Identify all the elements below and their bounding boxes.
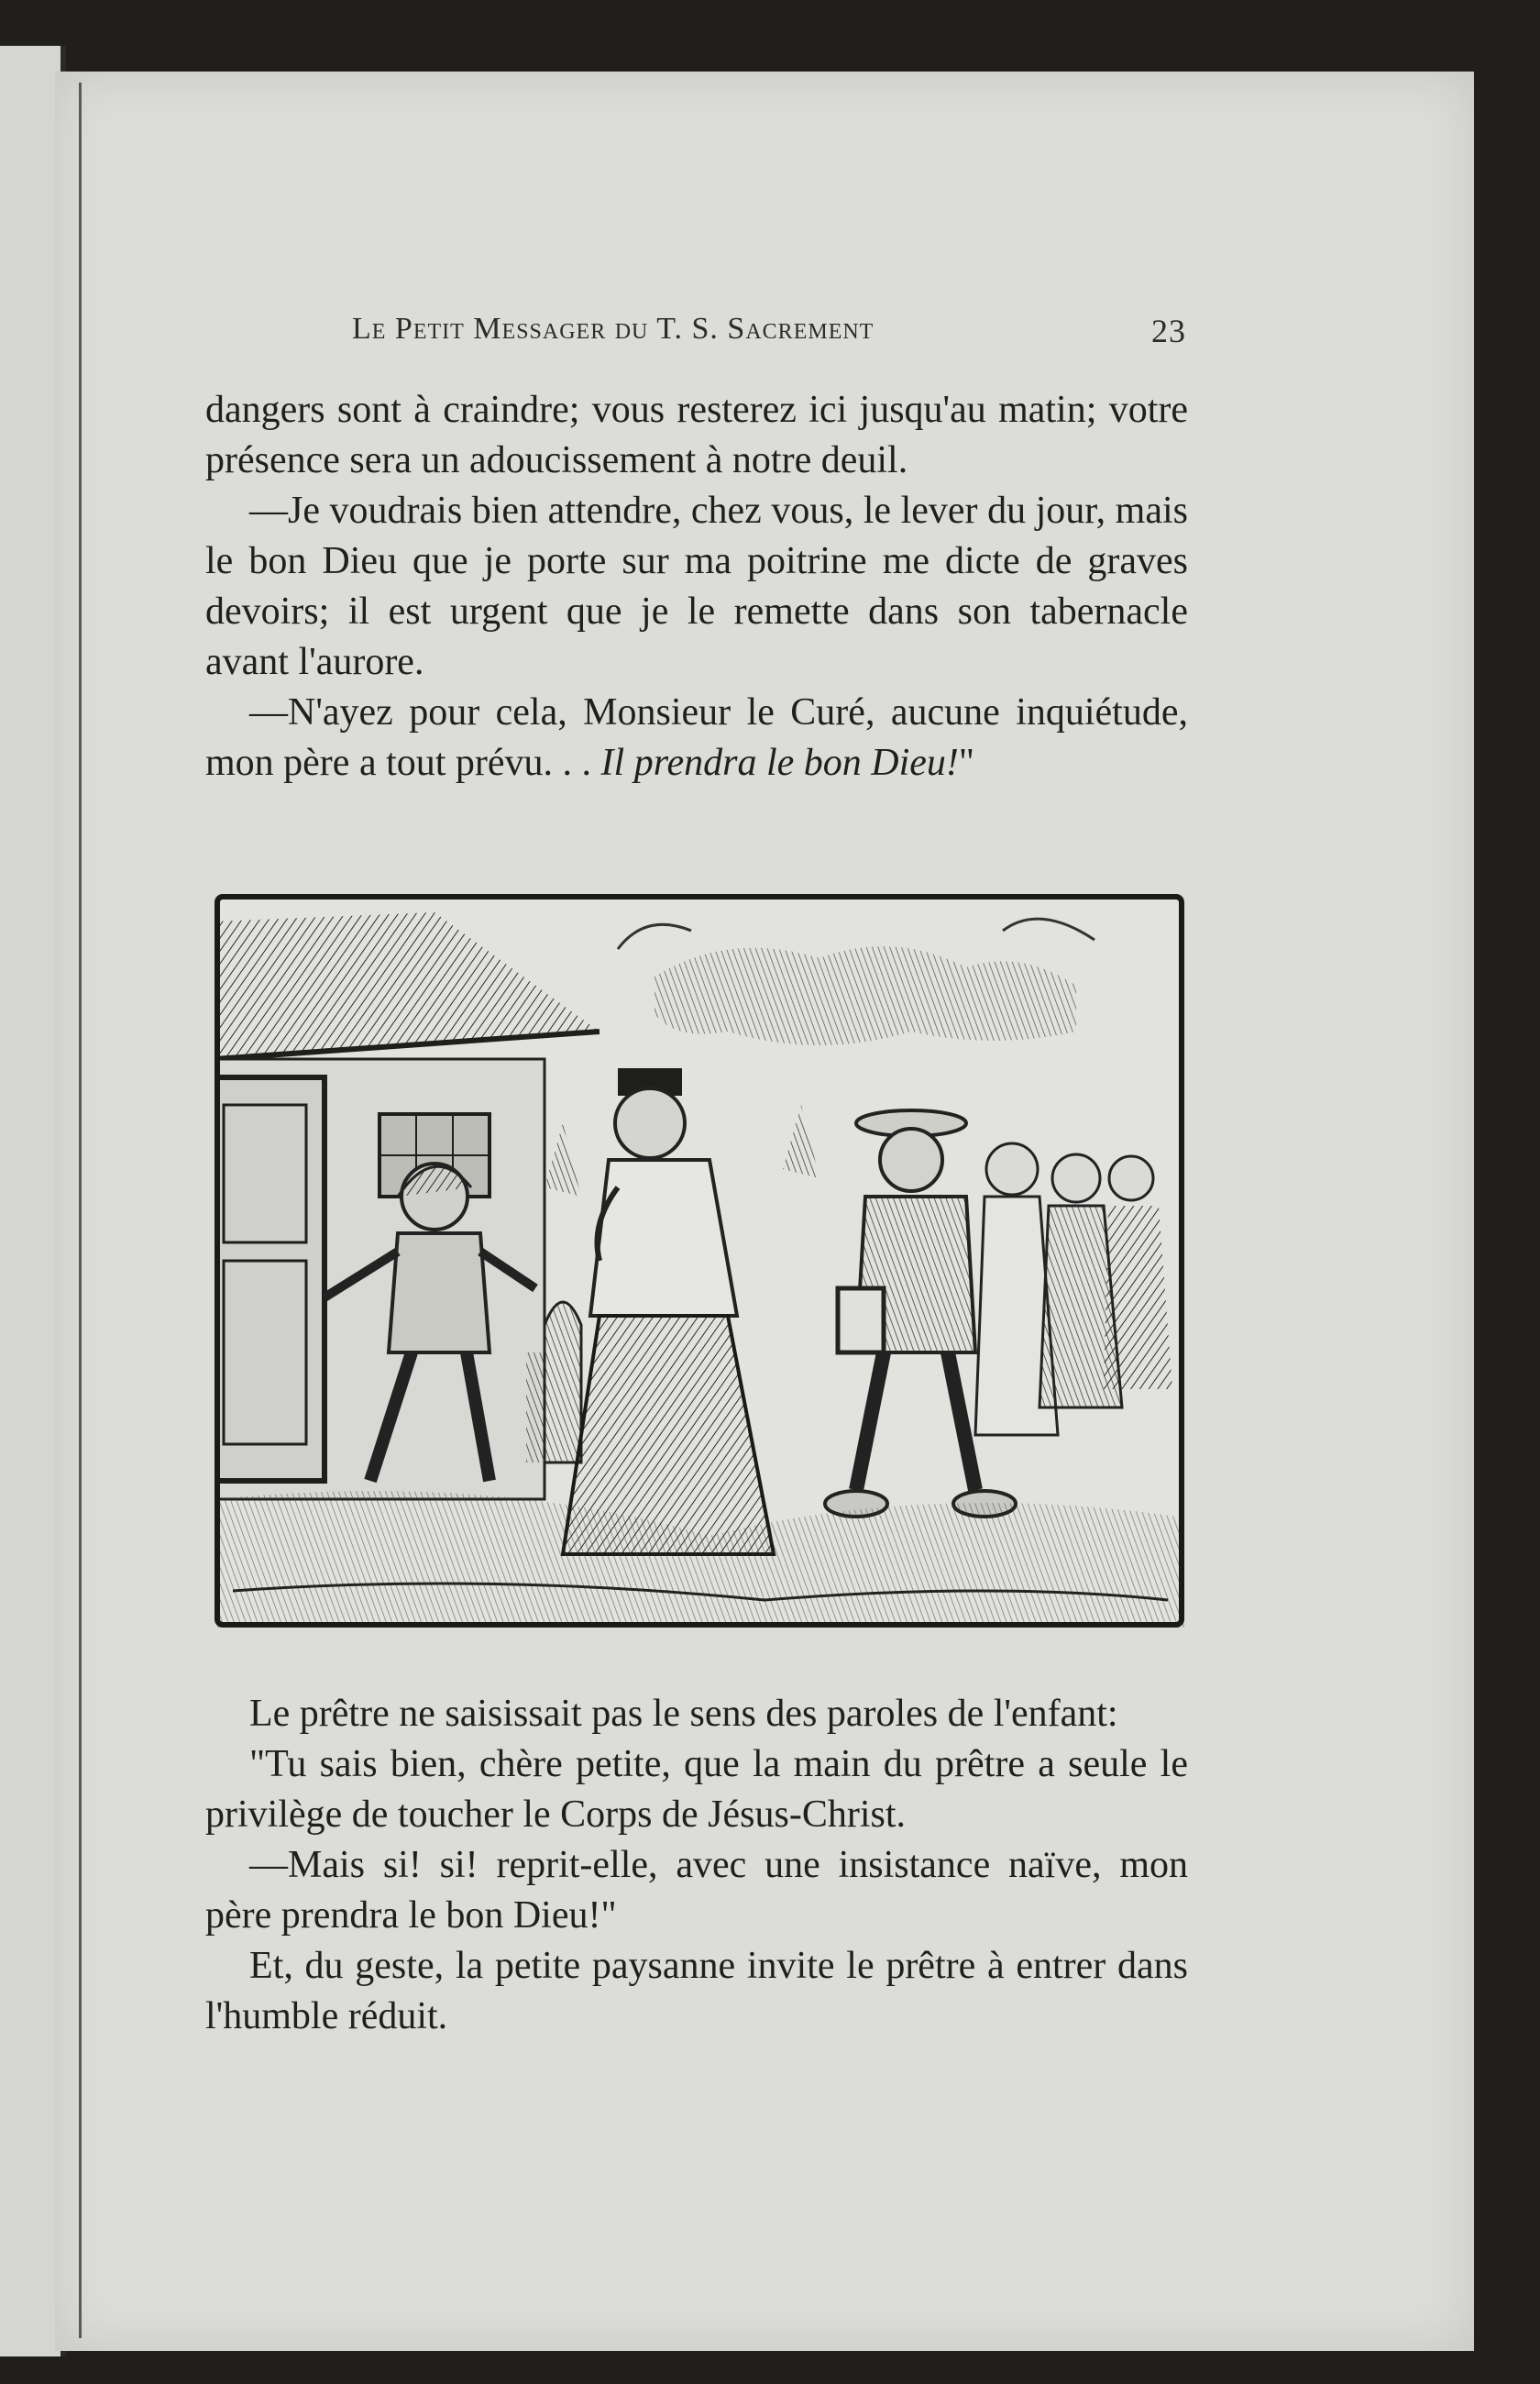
page-number: 23 — [1151, 313, 1186, 349]
closing-quote: " — [958, 742, 975, 784]
paragraph: Le prêtre ne saisissait pas le sens des paroles de l'enfant: — [249, 1693, 1118, 1735]
paragraph: Et, du geste, la petite paysanne invite le prêtre à entrer dans l'humble réduit. — [205, 1945, 1188, 2037]
paragraph: dangers sont à craindre; vous resterez ici jusqu'au matin; votre présence sera un adoucissement à notre deuil. — [205, 389, 1188, 481]
running-head — [352, 312, 1186, 358]
lower-text-block — [205, 1689, 1188, 2042]
paragraph: —Mais si! si! reprit-elle, avec une insistance naïve, mon père prendra le bon Dieu!" — [205, 1844, 1188, 1937]
running-head-title: Le Petit Messager du T. S. Sacrement — [352, 312, 874, 346]
upper-text-block — [205, 385, 1188, 789]
paragraph — [205, 688, 1188, 789]
italic-phrase: Il prendra le bon Dieu! — [600, 742, 959, 784]
binding-shadow — [79, 83, 82, 2338]
paragraph-text: —N'ayez pour cela, Monsieur le Curé, aucune inquiétude, mon père a tout prévu. . . — [205, 691, 1188, 784]
paragraph: —Je voudrais bien attendre, chez vous, le lever du jour, mais le bon Dieu que je porte sur ma poitrine me dicte de graves devoirs; il est urgent que je le remette dans son tabernacle avant l'aurore. — [205, 490, 1188, 683]
paragraph: "Tu sais bien, chère petite, que la main du prêtre a seule le privilège de toucher le Corps de Jésus-Christ. — [205, 1743, 1188, 1836]
engraving-illustration — [214, 894, 1184, 1628]
